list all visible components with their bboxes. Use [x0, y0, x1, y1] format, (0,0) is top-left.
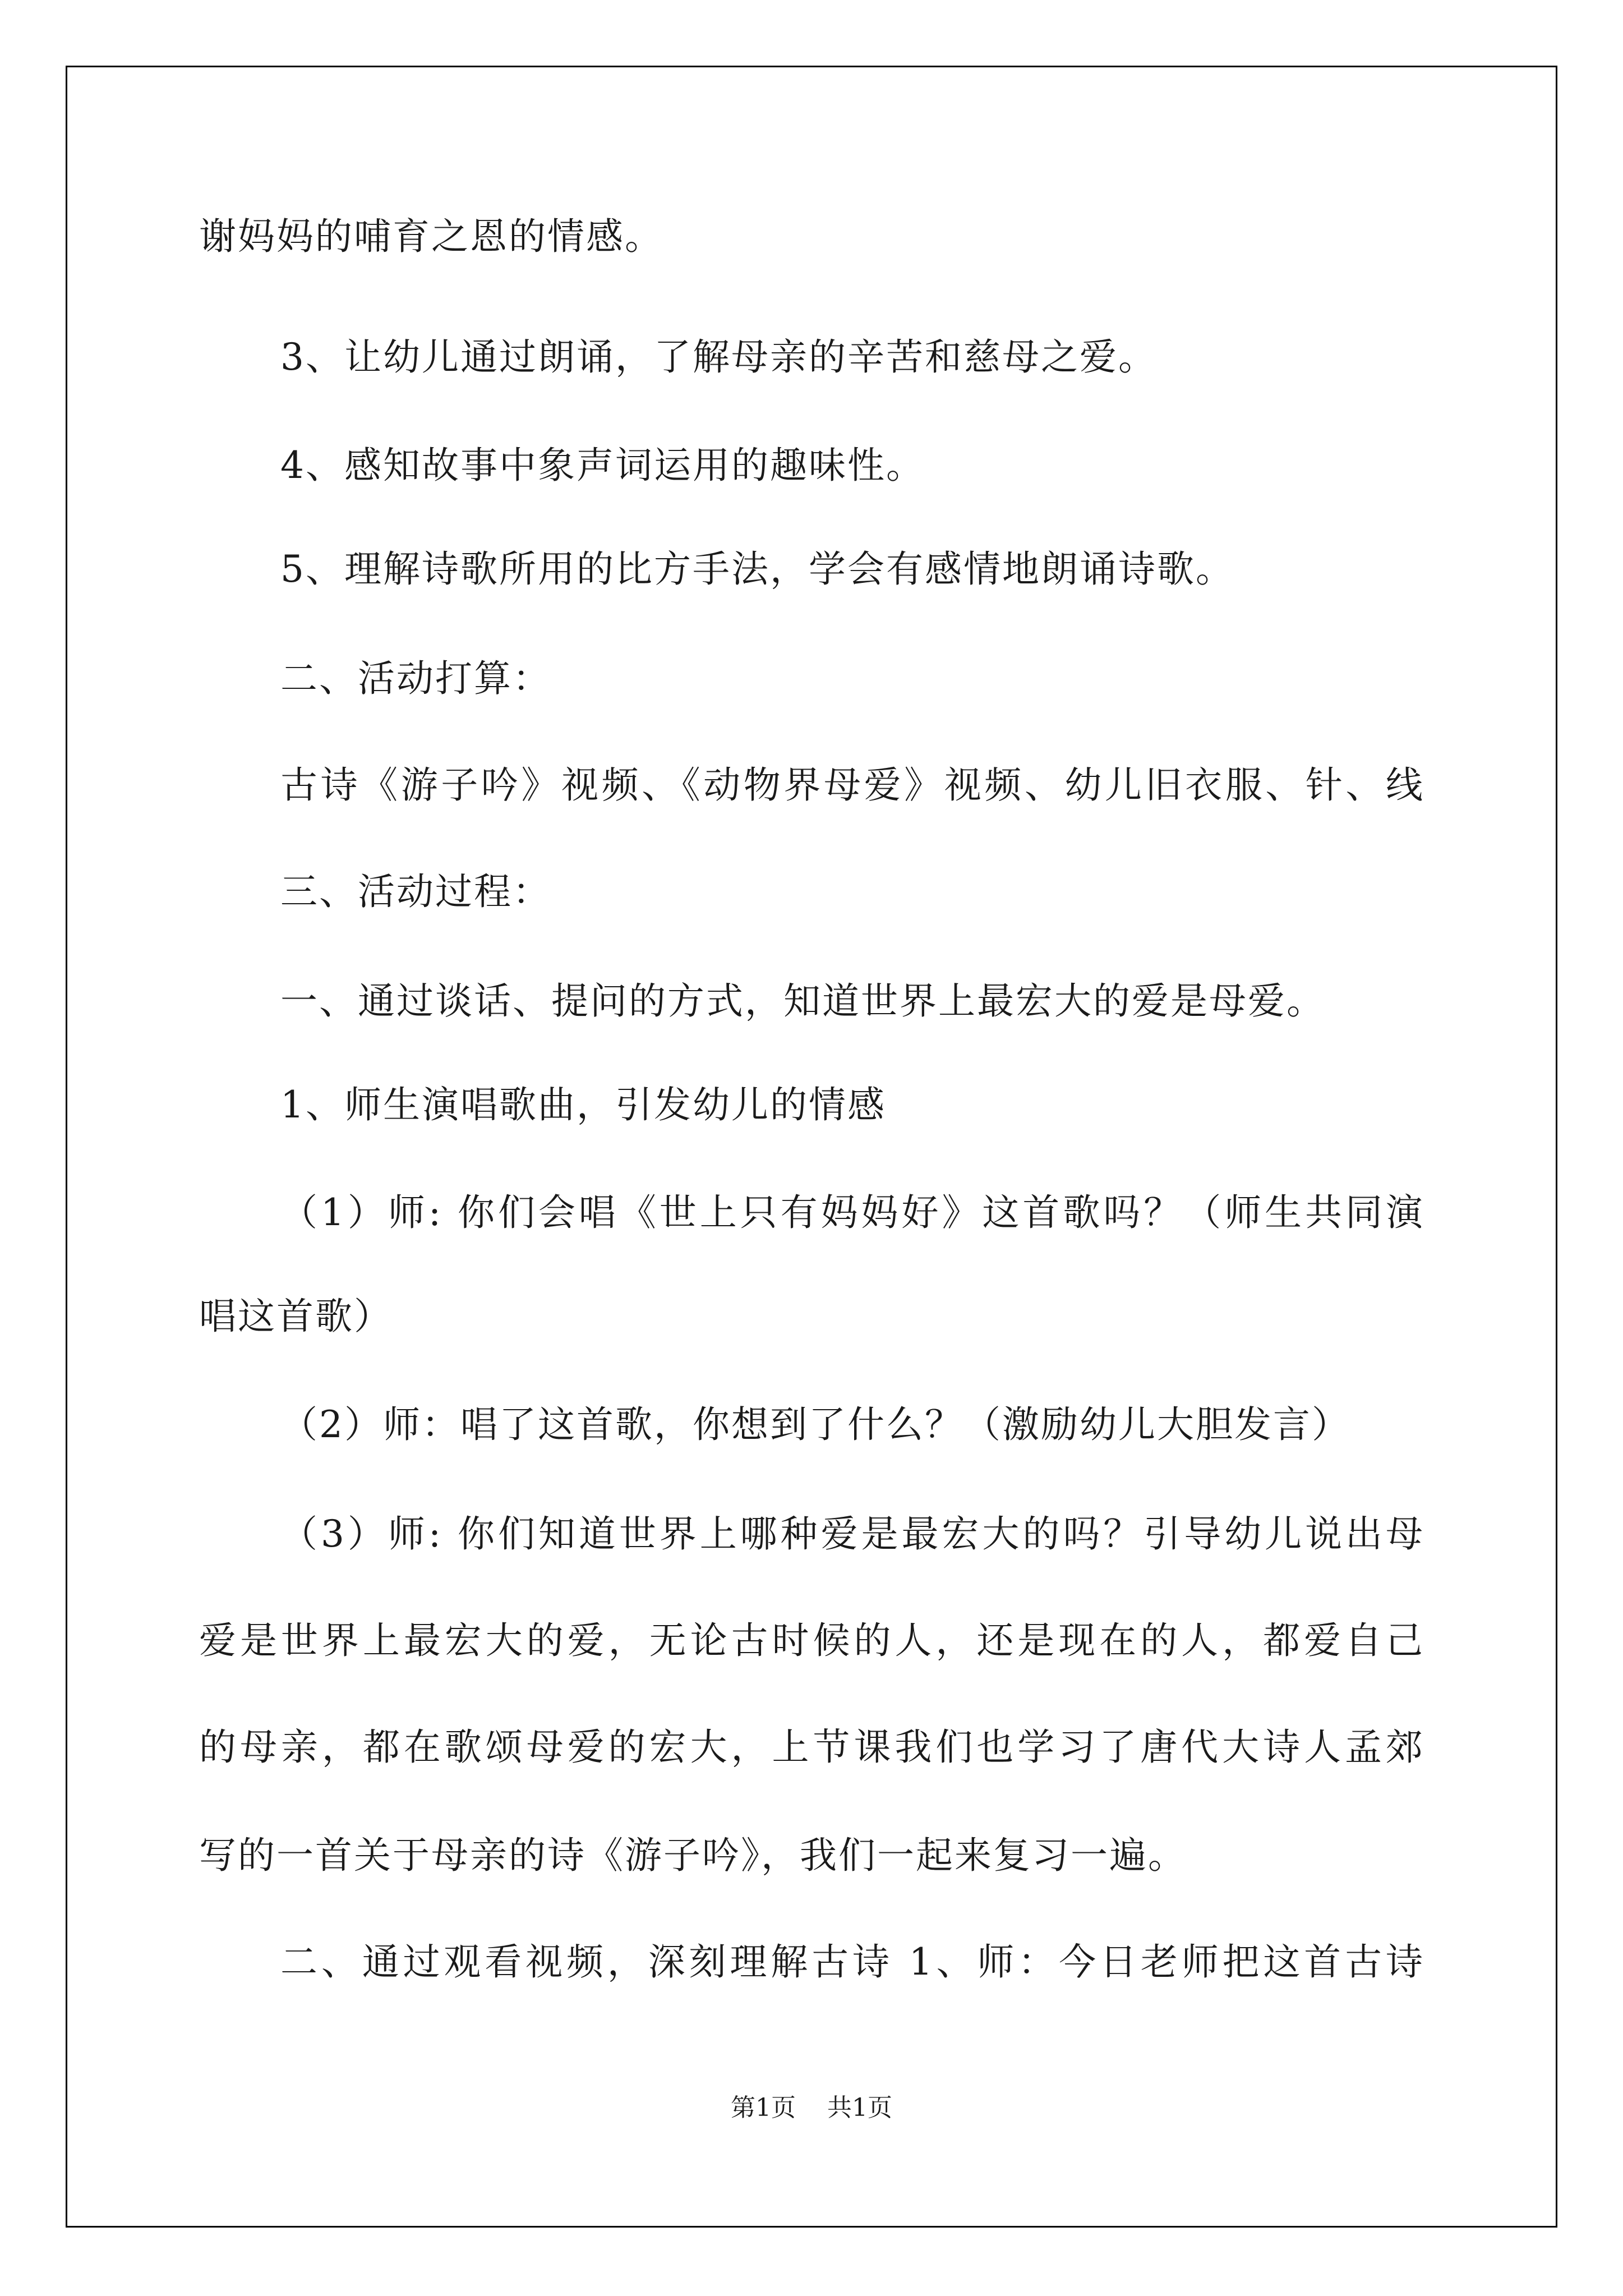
text-line: 4、感知故事中象声词运用的趣味性。 — [280, 444, 925, 487]
text-line: 二、通过观看视频，深刻理解古诗 1、师：今日老师把这首古诗 — [280, 1940, 1424, 1984]
section-heading: 二、活动打算： — [280, 657, 551, 700]
page-border — [66, 66, 1557, 2228]
text-line: 唱这首歌） — [199, 1295, 393, 1338]
text-line: 的母亲，都在歌颂母爱的宏大，上节课我们也学习了唐代大诗人孟郊 — [199, 1726, 1424, 1769]
text-line: 古诗《游子吟》视频、《动物界母爱》视频、幼儿旧衣服、针、线 — [280, 763, 1424, 807]
text-line: 爱是世界上最宏大的爱，无论古时候的人，还是现在的人，都爱自己 — [199, 1619, 1424, 1662]
text-line: 一、通过谈话、提问的方式，知道世界上最宏大的爱是母爱。 — [280, 979, 1325, 1023]
page-footer — [0, 2091, 1623, 2125]
page-total: 共1页 — [827, 2093, 892, 2122]
text-line: （3）师: 你们知道世界上哪种爱是最宏大的吗？引导幼儿说出母 — [280, 1512, 1424, 1556]
text-line: 写的一首关于母亲的诗《游子吟》，我们一起来复习一遍。 — [199, 1834, 1187, 1877]
text-line: 1、师生演唱歌曲，引发幼儿的情感 — [280, 1083, 886, 1126]
page-number: 第1页 — [731, 2093, 796, 2122]
text-line: 3、让幼儿通过朗诵，了解母亲的辛苦和慈母之爱。 — [280, 335, 1157, 379]
text-line: （1）师: 你们会唱《世上只有妈妈好》这首歌吗？（师生共同演 — [280, 1191, 1424, 1234]
section-heading: 三、活动过程： — [280, 870, 551, 913]
text-line: （2）师：唱了这首歌，你想到了什么？（激励幼儿大胆发言） — [280, 1403, 1350, 1446]
text-line: 5、理解诗歌所用的比方手法，学会有感情地朗诵诗歌。 — [280, 547, 1234, 591]
text-line: 谢妈妈的哺育之恩的情感。 — [199, 215, 663, 258]
